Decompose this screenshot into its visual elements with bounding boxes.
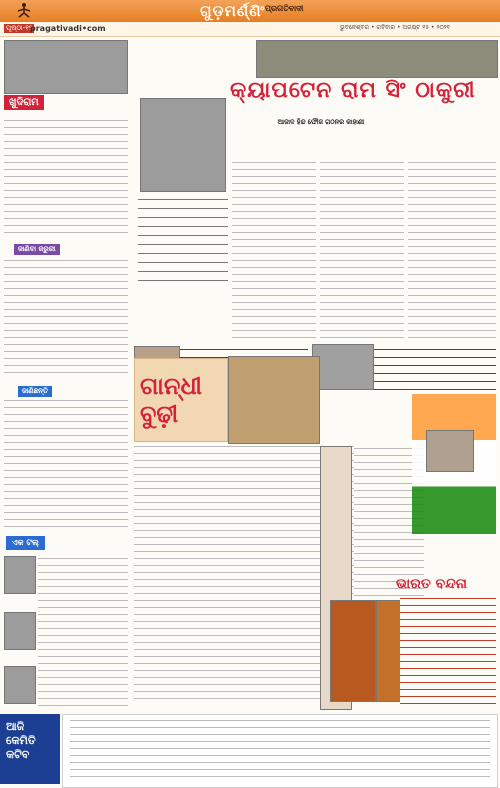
leader-photo xyxy=(426,430,474,472)
site-link[interactable]: pragativadi•com xyxy=(30,24,106,33)
poet-photo-3 xyxy=(4,666,36,704)
side-subhead: ଜାଣିବା ଜରୁରୀ xyxy=(14,244,60,255)
left-column-text xyxy=(4,118,128,238)
khudirama-photo xyxy=(4,40,128,94)
page-number: ପୃଷ୍ଠା-୧୨ xyxy=(6,24,33,32)
ram-singh-photo xyxy=(140,98,226,192)
bhagat-photo xyxy=(312,344,374,390)
deck: ଆଜାଦ ହିନ୍ଦ ଫୌଜ ଗଠନର କାହାଣୀ xyxy=(277,118,365,126)
bharat-poem xyxy=(400,596,496,708)
horoscope-text xyxy=(70,718,490,782)
article-col-1 xyxy=(232,160,316,340)
left-list xyxy=(4,258,128,378)
khudirama-tag: ଖୁଦିରାମ xyxy=(4,95,44,110)
poet-photo-1 xyxy=(4,556,36,594)
masthead-title: ଗୁଡ଼ମର୍ଣ୍ଣିଂ xyxy=(200,2,266,20)
left-column-text-2 xyxy=(4,398,128,528)
quote-block xyxy=(138,196,228,286)
article-col-2 xyxy=(320,160,404,340)
gandhi-title: ଗାନ୍ଧୀ ବୁଢ଼ୀ xyxy=(140,372,202,428)
dateline: ଭୁବନେଶ୍ବର • ରବିବାର • ଅଗଷ୍ଟ ୧୫ • ୨୦୨୧ xyxy=(340,24,450,31)
aaji-title: ଆଜି କେମିତି କଟିବ xyxy=(6,720,36,761)
headline: କ୍ୟାପଟେନ ରାମ ସିଂ ଠାକୁରୀ xyxy=(230,78,476,103)
bhagat-quote xyxy=(374,346,496,390)
bharat-title: ଭାରତ ବନ୍ଦନା xyxy=(396,576,468,592)
gandhi-photo xyxy=(228,356,320,444)
jana-tag: ଜାଣିଛନ୍ତି xyxy=(18,386,52,397)
film-still-1 xyxy=(330,600,376,702)
poet-photo-2 xyxy=(4,612,36,650)
ekta-tag: ଏକ ଟଲ୍ xyxy=(6,536,45,550)
yoga-icon xyxy=(14,2,34,20)
masthead-brand: ପ୍ରଗତିବାଦୀ xyxy=(265,4,304,13)
article-col-3 xyxy=(408,160,496,340)
poems-text xyxy=(38,556,128,706)
army-photo xyxy=(256,40,498,78)
